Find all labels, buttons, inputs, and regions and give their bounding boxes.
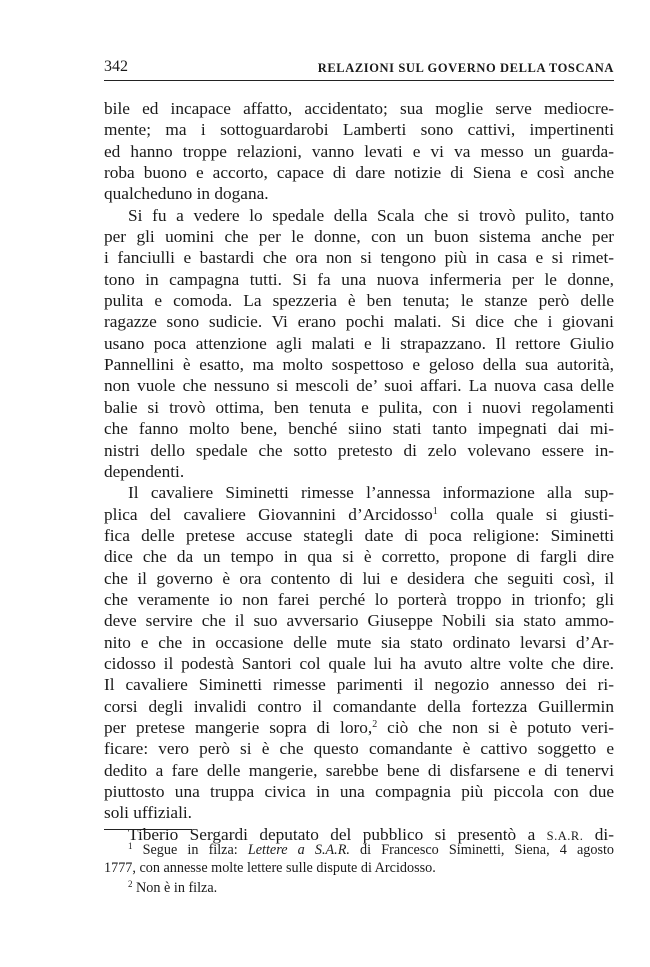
text-line: che fanno molto bene, benché siino stati tanto impegnati dai mi- xyxy=(104,419,614,439)
footnote xyxy=(104,842,614,877)
text-line xyxy=(104,717,614,738)
text-line: nistri dello spedale che sotto pretesto di zelo volevano essere in- xyxy=(104,440,614,460)
text-line: Si fu a vedere lo spedale della Scala che si trovò pulito, tanto xyxy=(128,205,614,225)
footnote-marker: 1 xyxy=(128,841,133,851)
text-line: pulita e comoda. La spezzeria è ben tenuta; le stanze però delle xyxy=(104,291,614,311)
text-line xyxy=(104,504,614,525)
text-line: qualcheduno in dogana. xyxy=(104,184,269,204)
text-line: bile ed incapace affatto, accidentato; sua moglie serve mediocre- xyxy=(104,99,614,118)
page-number: 342 xyxy=(104,58,128,75)
text-line: che il governo è ora contento di lui e desidera che seguiti così, il xyxy=(104,568,614,588)
text-line: piuttosto una truppa civica in una compagnia più piccola con due xyxy=(104,782,614,801)
body-text xyxy=(104,98,614,845)
text-line: che veramente io non farei perché lo porterà troppo in trionfo; gli xyxy=(104,589,614,609)
footnote-line xyxy=(104,880,614,898)
text-line: usano poca attenzione agli malati e li strapazzano. Il rettore Giulio xyxy=(104,333,614,353)
text-line: nito e che in occasione delle mute sia stato ordinato levarsi d’Ar- xyxy=(104,632,614,652)
paragraph xyxy=(104,205,614,482)
text-line: fica delle pretese accuse stategli date di poca religione: Siminetti xyxy=(104,525,614,545)
text-segment: Tiberio Sergardi deputato del pubblico si presentò a xyxy=(128,824,547,844)
text-line: dependenti. xyxy=(104,461,185,481)
text-segment: plica del cavaliere Giovannini d’Arcidosso xyxy=(104,504,433,524)
text-segment: colla quale si giusti- xyxy=(437,504,615,524)
paragraph xyxy=(104,98,614,205)
text-line: non vuole che nessuno si mescoli de’ suoi affari. La nuova casa delle xyxy=(104,376,614,396)
text-line: soli uffiziali. xyxy=(104,803,192,823)
footnote-line: 1777, con annesse molte lettere sulle dispute di Arcidosso. xyxy=(104,859,436,876)
footnote-marker: 1 xyxy=(432,505,438,517)
text-line: Pannellini è esatto, ma molto sospettoso e geloso della sua autorità, xyxy=(104,355,614,375)
text-line: ragazze sono sudicie. Vi erano pochi malati. Si dice che i giovani xyxy=(104,312,614,332)
text-line: dedito a fare delle mangerie, sarebbe bene di disfarsene e di tenervi xyxy=(104,760,614,780)
text-segment: ciò che non si è potuto veri- xyxy=(377,717,614,737)
text-segment: di Francesco Siminetti, Siena, 4 agosto xyxy=(349,842,615,858)
footnote-line xyxy=(104,842,614,860)
footnote-marker: 2 xyxy=(372,718,378,730)
footnote-marker: 2 xyxy=(128,879,133,889)
text-line: mente; ma i sottoguardarobi Lamberti sono cattivi, impertinenti xyxy=(104,120,614,140)
text-segment: Segue in filza: xyxy=(132,842,248,858)
header-rule xyxy=(104,80,614,81)
footnotes xyxy=(104,842,614,898)
text-line: dice che da un tempo in qua si è corretto, propone di fargli dire xyxy=(104,547,614,567)
text-segment: Non è in filza. xyxy=(132,880,218,896)
text-segment: Lettere a S.A.R. xyxy=(247,842,350,858)
text-line: roba buono e accorto, capace di dare notizie di Siena e così anche xyxy=(104,163,614,183)
text-segment: di- xyxy=(583,824,614,844)
paragraph xyxy=(104,482,614,824)
footnote xyxy=(104,880,614,898)
text-line: tono in campagna tutti. Si fa una nuova infermeria per le donne, xyxy=(104,269,614,289)
running-head: RELAZIONI SUL GOVERNO DELLA TOSCANA xyxy=(317,61,614,75)
text-line: ficare: vero però si è che questo comandante è cattivo soggetto e xyxy=(104,739,614,759)
text-segment: per pretese mangerie sopra di loro, xyxy=(104,717,373,737)
text-segment: S.A.R. xyxy=(546,828,584,843)
text-line: balie si trovò ottima, ben tenuta e pulita, con i nuovi regolamenti xyxy=(104,397,614,417)
text-line: per gli uomini che per le donne, con un buon sistema anche per xyxy=(104,227,614,247)
text-line: deve servire che il suo avversario Giuseppe Nobili sia stato ammo- xyxy=(104,611,614,631)
text-line: ed hanno troppe relazioni, vanno levati e vi va messo un guarda- xyxy=(104,141,614,161)
text-line: corsi degli invalidi contro il comandante della fortezza Guillermin xyxy=(104,696,614,716)
text-line: Il cavaliere Siminetti rimesse l’annessa informazione alla sup- xyxy=(128,483,614,503)
text-line: i fanciulli e bastardi che ora non si tengono più in casa e si rimet- xyxy=(104,248,614,268)
text-line: Il cavaliere Siminetti rimesse parimenti il negozio annesso dei ri- xyxy=(104,675,614,695)
text-line: cidosso il podestà Santori col quale lui ha avuto altre volte che dire. xyxy=(104,653,614,673)
footnote-rule xyxy=(104,829,192,830)
